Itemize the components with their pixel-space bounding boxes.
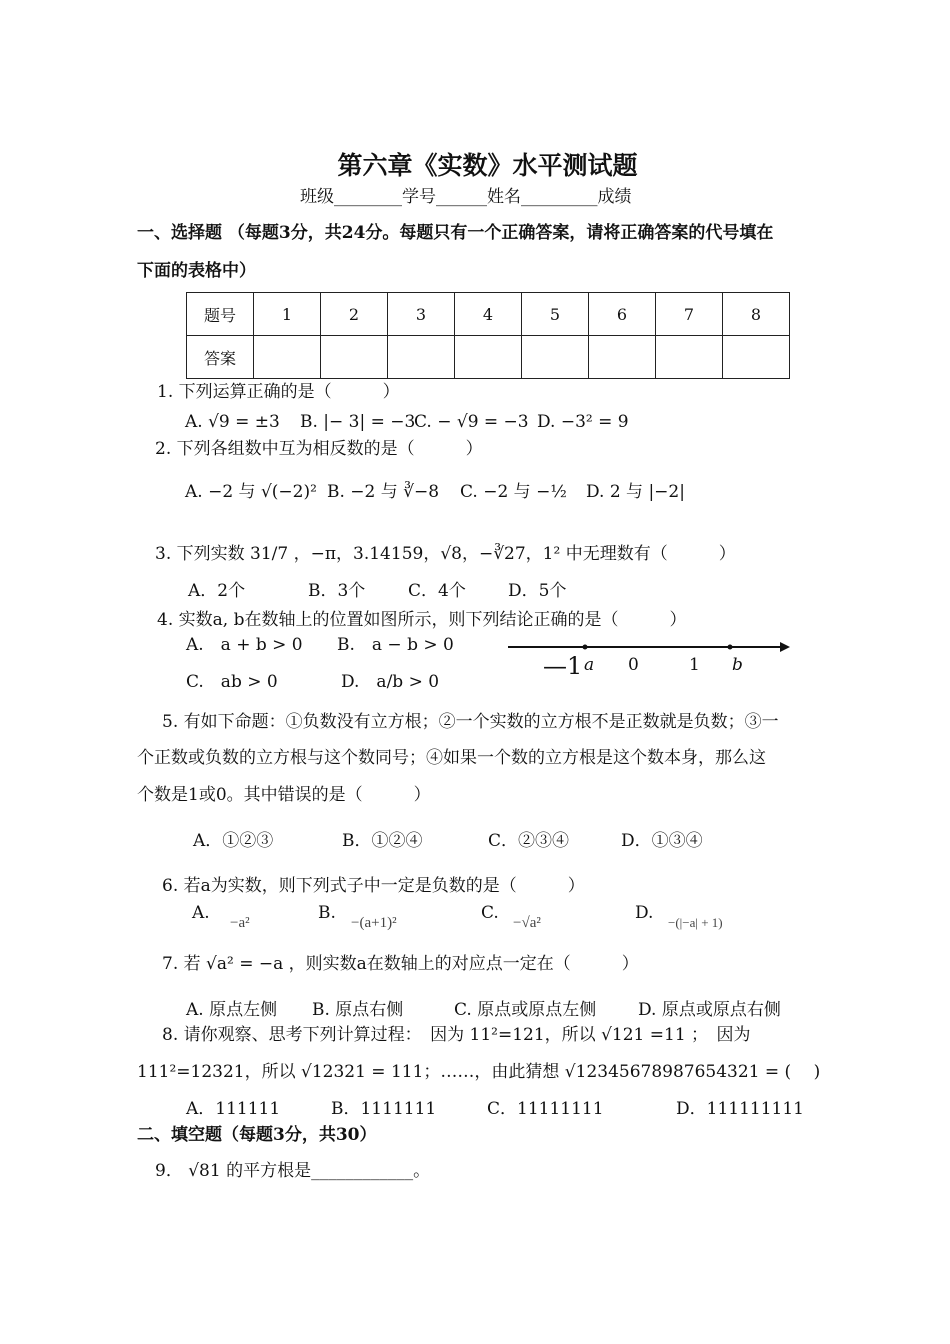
q4-stem: 4. 实数a, b在数轴上的位置如图所示，则下列结论正确的是（ ）	[157, 610, 687, 630]
q5-line3: 个数是1或0。其中错误的是（ ）	[137, 785, 431, 805]
q3-stem: 3. 下列实数 31/7 ，−π，3.14159，√8，−∛27，1² 中无理数有（ ）	[155, 544, 736, 564]
row-label: 答案	[187, 336, 254, 379]
q6-expr-a: −a²	[230, 915, 250, 931]
q3-option-b: B．3个	[308, 581, 366, 601]
q6-expr-d: −(|−a| + 1)	[668, 915, 723, 930]
arrow-icon	[780, 642, 790, 652]
point-a	[583, 645, 588, 650]
q4-option-b: B. a − b > 0	[337, 635, 454, 655]
q1-option-b: B. |− 3| = −3	[300, 412, 416, 432]
q1-option-d: D. −3² = 9	[537, 412, 629, 432]
q5-line1: 5. 有如下命题：①负数没有立方根；②一个实数的立方根不是正数就是负数；③一	[162, 712, 779, 732]
q4-option-d: D. a/b > 0	[341, 672, 440, 692]
q6-expr-c: −√a²	[513, 915, 541, 931]
q2-option-b: B. −2 与 ∛−8	[327, 482, 440, 502]
answer-cell[interactable]	[321, 336, 388, 379]
section2-heading: 二、填空题（每题3分，共30）	[137, 1125, 377, 1145]
question-number: 6	[589, 293, 656, 336]
row-label: 题号	[187, 293, 254, 336]
q3-option-d: D．5个	[508, 581, 567, 601]
q7-option-a: A. 原点左侧	[186, 1000, 278, 1020]
q7-stem: 7. 若 √a² = −a ，则实数a在数轴上的对应点一定在（ ）	[162, 954, 639, 974]
q5-option-b: B．①②④	[342, 831, 423, 851]
q2-option-a: A. −2 与 √(−2)²	[185, 482, 317, 502]
q4-option-a: A. a + b > 0	[186, 635, 303, 655]
q9-stem: 9． √81 的平方根是____________。	[155, 1161, 431, 1181]
question-number: 7	[656, 293, 723, 336]
q6-option-d: D.	[635, 903, 654, 923]
q2-stem: 2. 下列各组数中互为相反数的是（ ）	[155, 439, 483, 459]
answer-cell[interactable]	[254, 336, 321, 379]
q2-option-c: C. −2 与 −½	[460, 482, 567, 502]
q8-line2: 111²=12321，所以 √12321 = 111；……，由此猜想 √12345678987654321 = ( )	[137, 1062, 821, 1082]
question-number: 3	[388, 293, 455, 336]
question-number: 4	[455, 293, 522, 336]
q7-option-c: C. 原点或原点左侧	[454, 1000, 597, 1020]
axis-label-one: 1	[689, 655, 700, 675]
question-number: 2	[321, 293, 388, 336]
answer-cell[interactable]	[723, 336, 790, 379]
axis-label-b: b	[732, 655, 743, 675]
q7-option-b: B. 原点右侧	[312, 1000, 404, 1020]
q7-option-d: D. 原点或原点右侧	[638, 1000, 781, 1020]
student-info-line: 班级________学号______姓名_________成绩	[300, 187, 632, 207]
q5-option-d: D．①③④	[621, 831, 703, 851]
answer-cell[interactable]	[522, 336, 589, 379]
q2-option-d: D. 2 与 |−2|	[586, 482, 685, 502]
page-title: 第六章《实数》水平测试题	[337, 151, 638, 180]
section1-heading-cont: 下面的表格中）	[137, 261, 256, 281]
q6-option-b: B.	[318, 903, 336, 923]
question-number: 1	[254, 293, 321, 336]
q5-option-c: C．②③④	[488, 831, 570, 851]
answer-cell[interactable]	[455, 336, 522, 379]
q4-option-c: C. ab > 0	[186, 672, 278, 692]
point-b	[728, 645, 733, 650]
q8-line1: 8. 请你观察、思考下列计算过程： 因为 11²=121，所以 √121 =11 ； 因为	[162, 1025, 751, 1045]
q5-option-a: A．①②③	[193, 831, 274, 851]
q1-stem: 1. 下列运算正确的是（ ）	[157, 382, 400, 402]
q8-option-a: A．111111	[186, 1099, 281, 1119]
q6-option-c: C.	[481, 903, 499, 923]
q5-line2: 个正数或负数的立方根与这个数同号；④如果一个数的立方根是这个数本身，那么这	[137, 748, 766, 768]
table-row	[187, 293, 790, 336]
question-number: 8	[723, 293, 790, 336]
q3-option-a: A．2个	[188, 581, 246, 601]
question-number: 5	[522, 293, 589, 336]
answer-table	[186, 292, 790, 379]
q6-option-a: A.	[192, 903, 210, 923]
axis-label-minus-one: —1	[543, 652, 583, 680]
answer-cell[interactable]	[656, 336, 723, 379]
answer-cell[interactable]	[589, 336, 656, 379]
section1-heading: 一、选择题 （每题3分，共24分。每题只有一个正确答案，请将正确答案的代号填在	[137, 223, 774, 243]
q1-option-c: C. − √9 = −3	[414, 412, 529, 432]
axis-label-a: a	[584, 655, 595, 675]
q1-option-a: A. √9 = ±3	[185, 412, 280, 432]
table-row	[187, 336, 790, 379]
q8-option-c: C．11111111	[487, 1099, 604, 1119]
q8-option-b: B．1111111	[331, 1099, 437, 1119]
q6-expr-b: −(a+1)²	[351, 915, 397, 931]
answer-cell[interactable]	[388, 336, 455, 379]
q8-option-d: D．111111111	[676, 1099, 804, 1119]
axis-label-zero: 0	[628, 655, 639, 675]
q6-stem: 6. 若a为实数，则下列式子中一定是负数的是（ ）	[162, 876, 585, 896]
q3-option-c: C．4个	[408, 581, 466, 601]
